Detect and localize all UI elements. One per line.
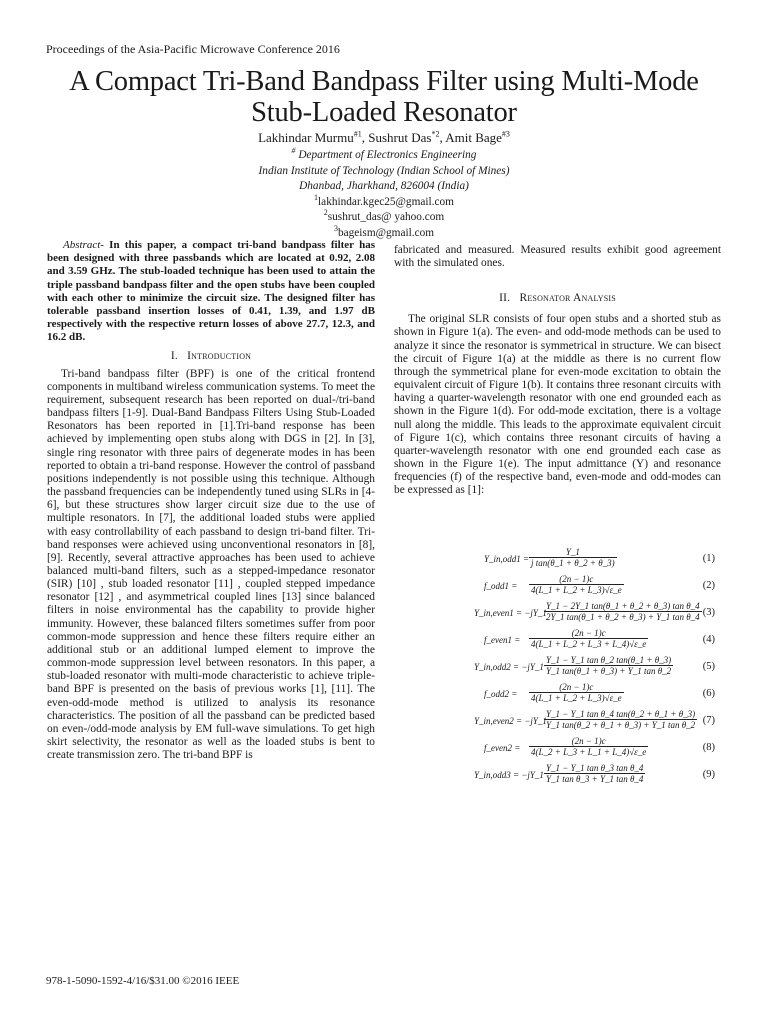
email-link-3[interactable]: bageism@gmail.com <box>337 226 435 239</box>
equation: f_even2 = $\frac{(2n - 1)c}{4(L\_2 + L\_3 + L\_1 + L\_4)√\varepsilon\_e}$ (8) <box>484 736 715 757</box>
conclusion-carryover: fabricated and measured. Measured results exhibit good agreement with the simulated ones. <box>394 244 721 270</box>
author-2-mark: *2 <box>431 129 440 139</box>
author-1-mark: #1 <box>353 129 362 139</box>
author-separator: , <box>439 130 446 145</box>
author-3-mark: #3 <box>501 129 510 139</box>
right-column <box>394 244 721 498</box>
section-heading-introduction: I. Introduction <box>170 349 252 362</box>
institute: Indian Institute of Technology (Indian School of Mines) <box>258 164 510 177</box>
author-line <box>0 130 768 146</box>
email-link-1[interactable]: lakhindar.kgec25@gmail.com <box>318 195 454 208</box>
email-2: $^2$sushrut_das@ yahoo.com <box>323 208 445 223</box>
author-separator: , <box>361 130 369 145</box>
author-3: Amit Bage <box>445 130 502 145</box>
department: Department of Electronics Engineering <box>298 149 477 161</box>
abstract-label: Abstract- <box>63 239 104 251</box>
equation: Y_in,even1 = −jY_1 $\frac{\text{Y\_1 − 2Y\_1 tan(θ\_1 + θ\_2 + θ\_3) tan θ\_4}}{\text{2Y\_1 tan(θ\_1 + θ\_2 + θ\_3) + Y\_1 tan θ\_4}}$ (3) <box>474 601 715 622</box>
equation: Y_in,even2 = −jY_1 $\frac{\text{Y\_1 − Y\_1 tan θ\_4 tan(θ\_2 + θ\_1 + θ\_3)}}{\text{Y\_1 tan(θ\_2 + θ\_1 + θ\_3) + Y\_1 tan θ\_2}}$ (7) <box>474 709 715 730</box>
intro-paragraph: Tri-band bandpass filter (BPF) is one of the critical frontend components in multiband wireless communication systems. To meet the requirement, subsequent research has been reported on dual-/tri-band bandpass filters [1-9]. Dual-Band Bandpass Filters Using Stub-Loaded Resonators has been reported in [1].Tri-band response has been achieved by implementing open stubs along with DGS in [2]. In [3], single ring resonator with three pairs of degenerate modes in has been reported to obtain a tri-band response. However the control of passband positions independently is not possible using this technique. Although the passband frequencies can be independently tuned using SLRs in [4-6], but these structures show larger circuit size due to the use of multiple resonators. In [7], the additional loaded stubs were applied with easy controllability of each passband to design tri-band filter. Tri-band responses were achieved using unconventional resonators in [8], [9]. Recently, several attractive approaches has been used to achieve balanced multi-band filters, such as a stepped-impedance resonator (SIR) [10] , stub loaded resonator [11] , coupled stepped impedance resonator [12] , and asymmetrical coupled lines [13] since balanced filters in noise environmental has the capability to provide higher immunity. However, these balanced filters sometimes suffer from poor common-mode suppression and hence these filters require either an additional stub or an additional lumped element to improve the common-mode suppression level between resonators. In this paper, a stub-loaded resonator with multi-mode characteristic to achieve triple-band BPF is presented on the basis of previous works [1], [11]. The even-odd-mode method is utilized to analysis its resonance characteristics. The position of all the passband can be predicted based on even-/odd-mode analysis by EM full-wave simulations. To get high skirt selectivity, the resonator as well as the loaded stubs is bent to create transmission zero. The tri-band BPF is <box>47 367 375 762</box>
proceedings-header: Proceedings of the Asia-Pacific Microwave Conference 2016 <box>46 42 340 56</box>
equation: f_even1 = $\frac{(2n - 1)c}{4(L\_1 + L\_2 + L\_3 + L\_4)√\varepsilon\_e}$ (4) <box>484 628 715 649</box>
abstract-text: In this paper, a compact tri-band bandpass filter has been designed with three passbands which are located at 0.92, 2.08 and 3.59 GHz. The stub-loaded technique has been used to attain the triple passband bandpass filter and the open stubs have been coupled with each other to minimize the circuit size. The designed filter has tolerable passband insertion losses of 0.41, 1.39, and 1.97 dB respectively with the respective return losses of above 27.7, 12.3, and 16.2 dB. <box>47 239 375 344</box>
email-link-2[interactable]: sushrut_das@ yahoo.com <box>327 211 445 223</box>
resonator-paragraph: The original SLR consists of four open stubs and a shorted stub as shown in Figure 1(a). The even- and odd-mode methods can be used to analyze it since the resonator is symmetrical in structure. We can bisect the circuit of Figure 1(a) at the middle as there is no current flow through the symmetrical plane for even-mode excitation to obtain the equivalent circuit of Figure 1(b). It contains three resonant circuits with having a quarter-wavelength resonator with one end grounded each as shown in the Figure 1(d). For odd-mode excitation, there is a voltage null along the middle. This leads to the approximate equivalent circuit of Figure 1(c), which contains three resonant circuits of having a quarter-wavelength resonator with one end grounded each case as shown in the Figure 1(e). The input admittance (Y) and resonance frequencies (f) of the respective band, even-mode and odd-modes can be expressed as [1]: <box>394 313 721 497</box>
abstract <box>47 239 375 345</box>
city: Dhanbad, Jharkhand, 826004 (India) <box>299 180 469 192</box>
section-heading-resonator-analysis: II. Resonator Analysis <box>499 292 616 305</box>
equation: Y_in,odd1 = $\frac{Y\_1}{\text{j tan(θ\_1 + θ\_2 + θ\_3)}}$ (1) <box>484 547 715 568</box>
author-2: Sushrut Das <box>368 130 432 145</box>
equation: f_odd2 = $\frac{(2n - 1)c}{4(L\_1 + L\_2 + L\_3)√\varepsilon\_e}$ (6) <box>484 682 715 703</box>
affiliation-block <box>0 148 768 241</box>
email-1: $^1$lakhindar.kgec25@gmail.com <box>314 192 454 208</box>
author-1: Lakhindar Murmu <box>258 130 354 145</box>
equation: Y_in,odd2 = −jY_1 $\frac{\text{Y\_1 − Y\_1 tan θ\_2 tan(θ\_1 + θ\_3)}}{\text{Y\_1 tan(θ\_1 + θ\_3) + Y\_1 tan θ\_2}}$ (5) <box>474 655 715 676</box>
left-column <box>47 239 375 762</box>
equation-list <box>394 546 721 789</box>
equation: Y_in,odd3 = −jY_1 $\frac{\text{Y\_1 − Y\_1 tan θ\_3 tan θ\_4}}{\text{Y\_1 tan θ\_3 + Y\_1 tan θ\_4}}$ (9) <box>474 763 715 784</box>
email-3: $^3$bageism@gmail.com <box>333 223 435 239</box>
copyright-footer: 978-1-5090-1592-4/16/$31.00 ©2016 IEEE <box>46 975 240 987</box>
paper-title: A Compact Tri-Band Bandpass Filter using Multi-Mode Stub-Loaded Resonator <box>69 66 699 128</box>
equation: f_odd1 = $\frac{(2n - 1)c}{4(L\_1 + L\_2 + L\_3)√\varepsilon\_e}$ (2) <box>484 574 715 595</box>
affiliation-mark: # <box>291 146 296 156</box>
